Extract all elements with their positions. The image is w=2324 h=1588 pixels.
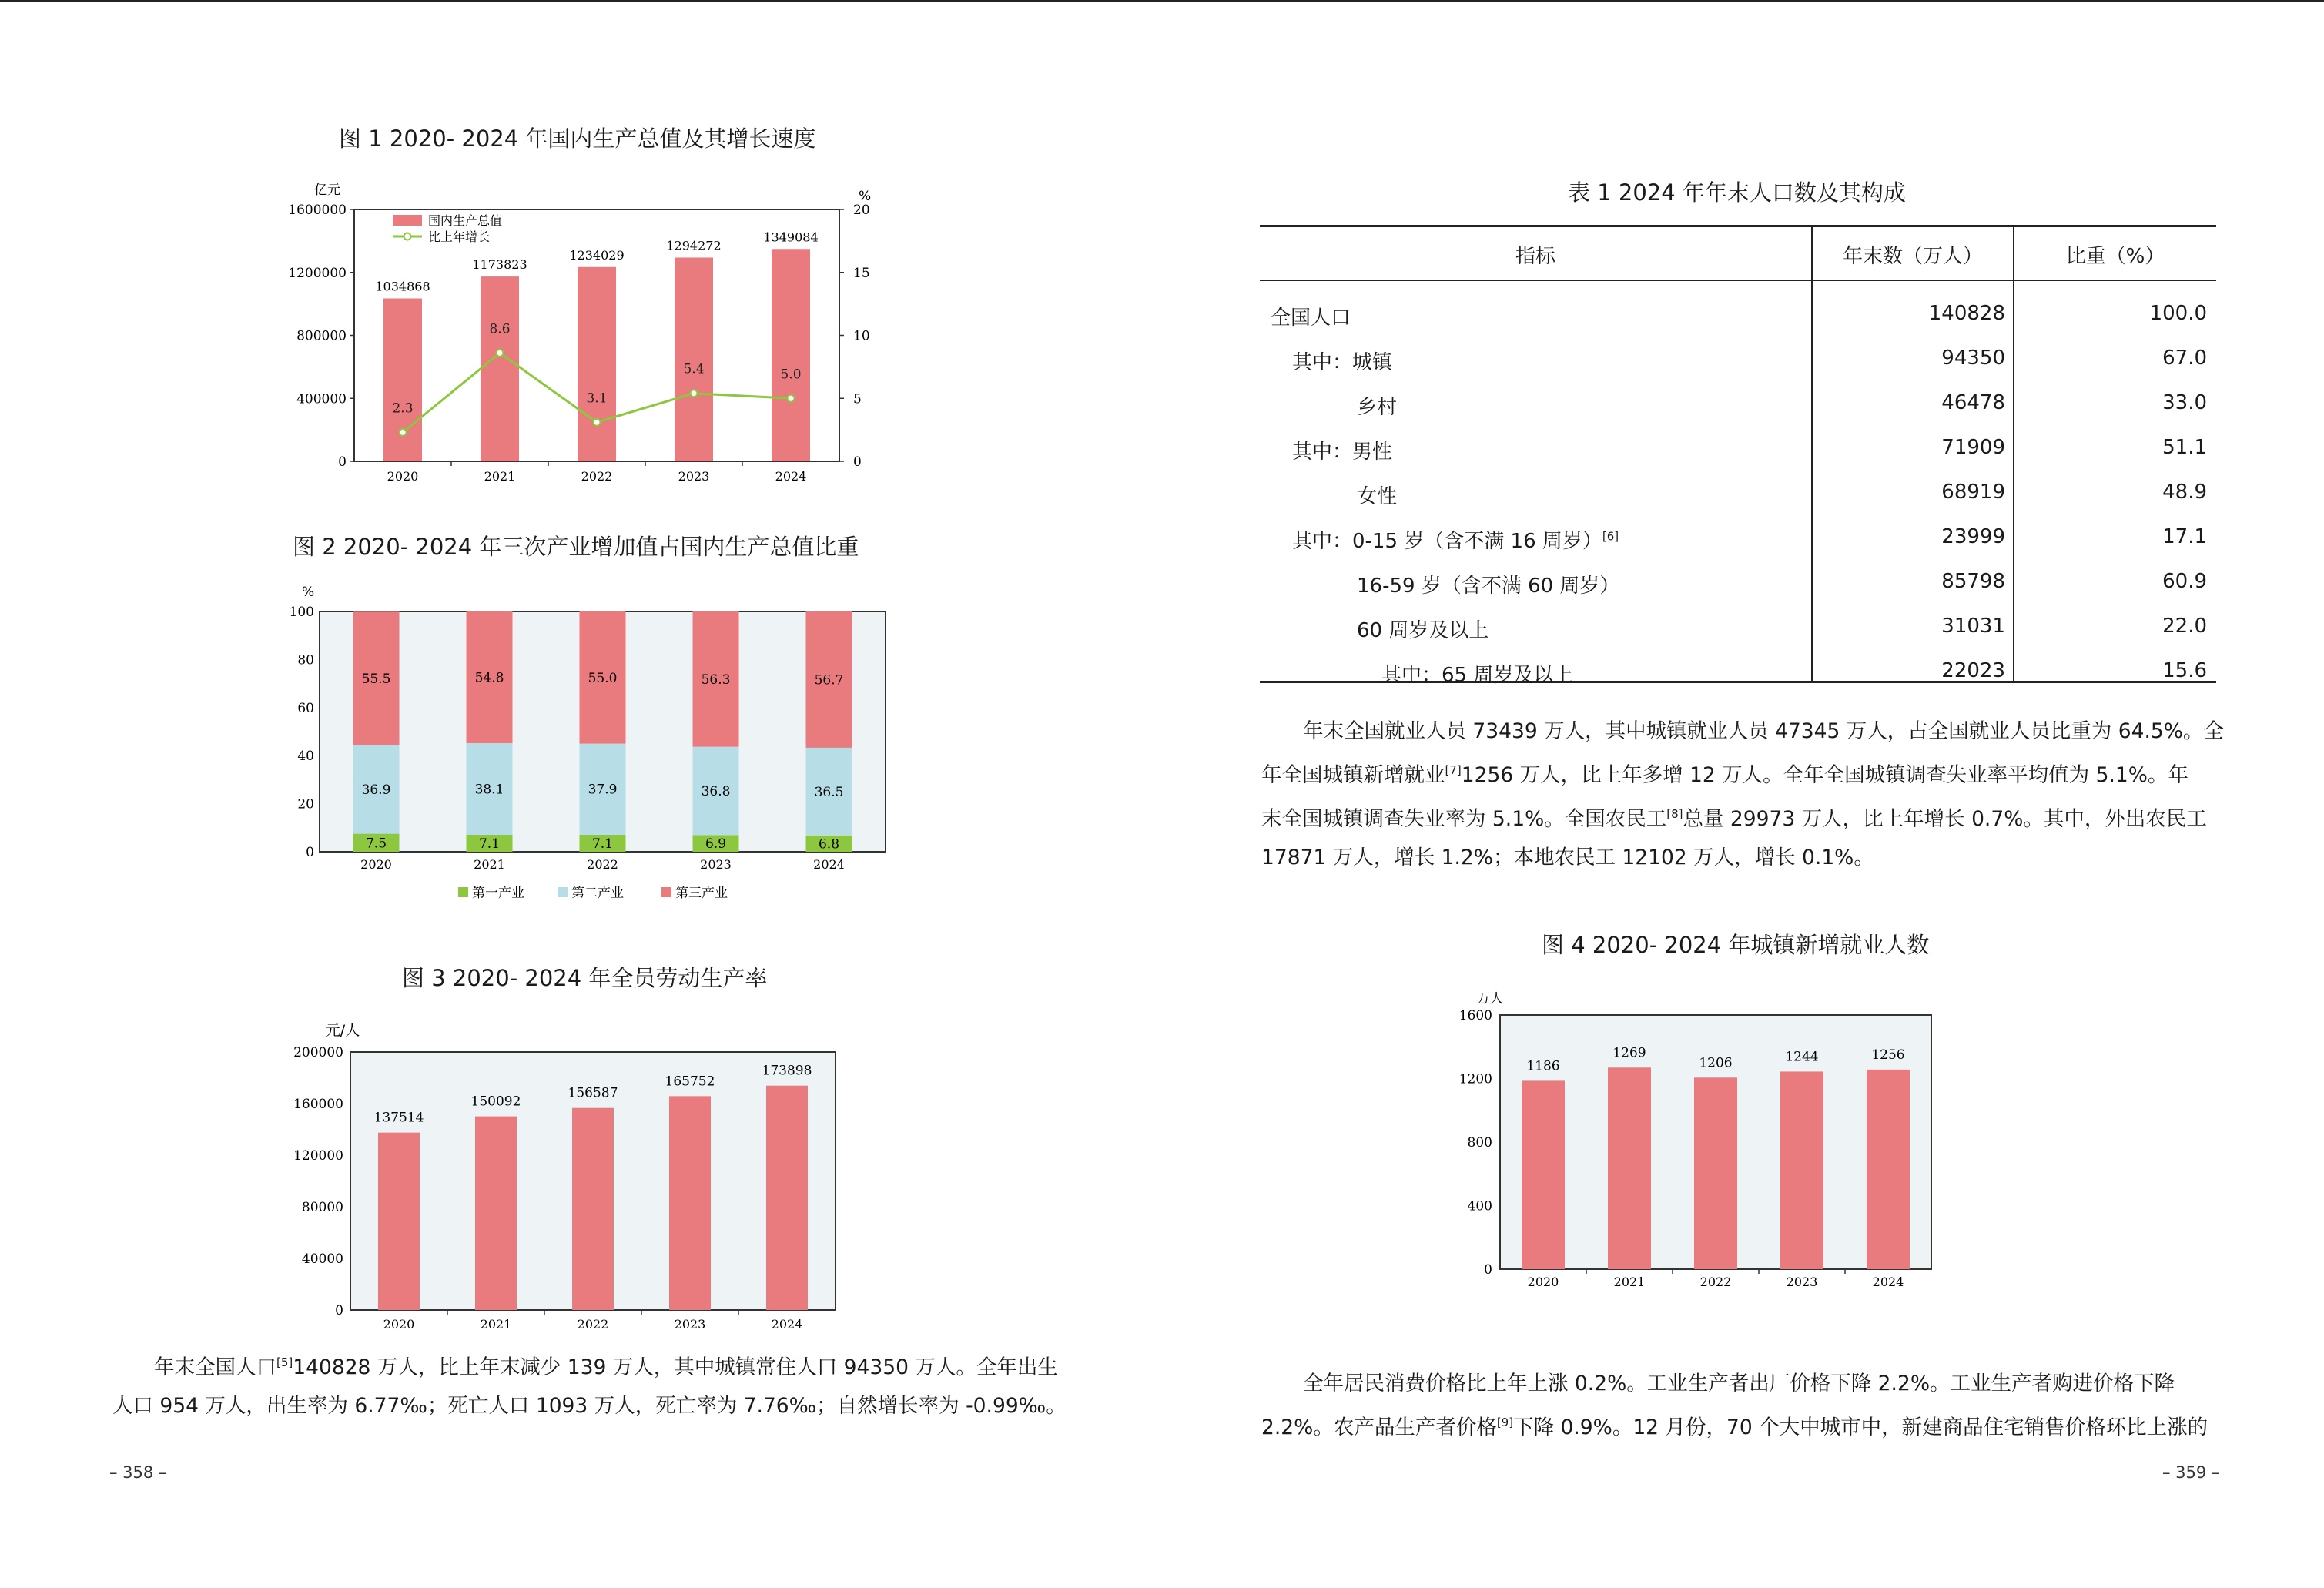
fig1-growth-point [788, 395, 795, 402]
fig2-secondary-label: 36.8 [701, 784, 731, 800]
fig3-tick-label: 0 [335, 1303, 343, 1318]
fig4-tick-label: 1600 [1458, 1008, 1492, 1023]
fig1-gdp-bar [772, 249, 810, 461]
fig4-bar [1608, 1067, 1651, 1269]
fig4-title: 图 4 2020- 2024 年城镇新增就业人数 [1542, 932, 1930, 958]
fig3-category-label: 2021 [480, 1317, 512, 1332]
table-header-indicator: 指标 [1515, 245, 1555, 268]
table-row [1260, 516, 2216, 561]
fig2-tick-label: 20 [297, 796, 314, 812]
fig1-growth-data-label: 5.0 [780, 367, 802, 383]
fig1-gdp-data-label: 1234029 [569, 247, 625, 263]
fig1-category-label: 2022 [581, 469, 613, 484]
fig1-right-tick-label: 10 [853, 328, 870, 344]
fig1-growth-point [497, 350, 504, 357]
fig4-category-label: 2021 [1613, 1275, 1646, 1289]
table-row [1260, 293, 2216, 337]
fig2-tertiary-label: 56.3 [701, 672, 731, 688]
table-cell-value: 68919 [1941, 481, 2005, 504]
fig1-gdp-bar [675, 257, 713, 461]
table-cell-value: 22023 [1941, 659, 2005, 682]
table-row [1260, 337, 2216, 382]
fig4-category-label: 2024 [1872, 1275, 1904, 1289]
fig3-tick-label: 120000 [293, 1148, 343, 1164]
table-cell-value: 85798 [1941, 570, 2005, 593]
table-cell-share: 33.0 [2162, 391, 2207, 414]
table-cell-share: 67.0 [2162, 347, 2207, 370]
fig3-unit: 元/人 [325, 1022, 360, 1039]
fig2-unit: % [302, 585, 315, 600]
left-paragraph [112, 1343, 1067, 1426]
right-paragraph-1 [1261, 712, 2224, 877]
fig4-tick-label: 800 [1467, 1135, 1492, 1151]
fig1-gdp-data-label: 1173823 [472, 257, 527, 273]
fig2-legend-label: 第一产业 [472, 886, 524, 901]
fig4-data-label: 1269 [1612, 1045, 1646, 1061]
fig1-right-tick-label: 5 [853, 391, 862, 407]
fig1-gdp-bar [383, 298, 422, 461]
fig3-category-label: 2020 [383, 1317, 415, 1332]
fig4-category-label: 2022 [1699, 1275, 1732, 1289]
table-cell-share: 60.9 [2162, 570, 2207, 593]
table-cell-indicator [1357, 391, 1397, 420]
fig2-primary-label: 7.1 [591, 836, 614, 852]
fig3-title: 图 3 2020- 2024 年全员劳动生产率 [402, 965, 768, 991]
top-border [0, 0, 2324, 2]
table-cell-indicator [1271, 302, 1351, 330]
left-para-l1a: 年末全国人口 [154, 1355, 276, 1379]
fig2-tick-label: 80 [297, 652, 314, 668]
fig2-tertiary-label: 55.0 [588, 670, 618, 686]
table-cell-share: 100.0 [2149, 302, 2207, 325]
fig1-growth-data-label: 5.4 [683, 361, 705, 377]
fig2-tick-label: 40 [297, 749, 314, 765]
table-cell-value: 46478 [1941, 391, 2005, 414]
fig2-tertiary-label: 54.8 [474, 670, 504, 686]
right-para1-l1: 年末全国就业人员 73439 万人，其中城镇就业人员 47345 万人，占全国就业人员比重为 64.5%。全 [1303, 719, 2224, 743]
table-cell-indicator [1292, 525, 1619, 554]
left-para-l1b: 140828 万人，比上年末减少 139 万人，其中城镇常住人口 94350 万人。全年出生 [293, 1355, 1058, 1379]
table-cell-value: 23999 [1941, 525, 2005, 548]
table-row [1260, 605, 2216, 650]
table-row-label: 全国人口 [1271, 307, 1351, 330]
fig3-tick-label: 80000 [301, 1200, 343, 1215]
table-row [1260, 427, 2216, 471]
fig2-legend-swatch [458, 887, 468, 897]
right-para1-l3b: 总量 29973 万人，比上年增长 0.7%。其中，外出农民工 [1683, 806, 2207, 831]
table-cell-share: 22.0 [2162, 615, 2207, 638]
table-row-label: 女性 [1357, 485, 1398, 508]
right-para1-l3a: 末全国城镇调查失业率为 5.1%。全国农民工 [1261, 806, 1667, 831]
fig1-left-tick-label: 0 [338, 454, 347, 470]
fig3-chart [277, 1017, 893, 1340]
fig3-bar [475, 1117, 517, 1310]
fig1-title: 图 1 2020- 2024 年国内生产总值及其增长速度 [339, 126, 816, 152]
fig4-bar [1522, 1080, 1565, 1269]
fig3-bar [669, 1096, 711, 1310]
fig1-left-tick-label: 1600000 [288, 203, 347, 218]
table-title: 表 1 2024 年年末人口数及其构成 [1568, 179, 1906, 206]
right-para1-l4: 17871 万人，增长 1.2%；本地农民工 12102 万人，增长 0.1%。 [1261, 845, 1874, 869]
fig1-category-label: 2020 [387, 469, 419, 484]
table-row-label: 16-59 岁（含不满 60 周岁） [1357, 575, 1620, 598]
fig2-secondary-label: 37.9 [588, 782, 618, 798]
fig1-gdp-data-label: 1034868 [375, 279, 430, 294]
table-row [1260, 650, 2216, 695]
fig2-secondary-label: 36.9 [361, 782, 391, 799]
fig1-left-tick-label: 800000 [296, 328, 347, 344]
fig4-data-label: 1256 [1871, 1047, 1905, 1063]
footnote-ref-6[interactable]: [6] [1602, 529, 1619, 544]
footnote-ref-9[interactable]: [9] [1496, 1415, 1514, 1429]
table-cell-value: 140828 [1928, 302, 2005, 325]
fig1-growth-point [594, 419, 601, 426]
table-row-label: 60 周岁及以上 [1357, 619, 1489, 642]
fig2-title: 图 2 2020- 2024 年三次产业增加值占国内生产总值比重 [293, 534, 859, 560]
fig3-tick-label: 40000 [301, 1251, 343, 1267]
table-cell-share: 51.1 [2162, 436, 2207, 459]
fig2-secondary-label: 38.1 [474, 782, 504, 798]
table-row [1260, 382, 2216, 427]
right-para2-l2a: 2.2%。农产品生产者价格 [1261, 1415, 1497, 1439]
fig3-bar [766, 1086, 808, 1310]
fig1-legend-bar-swatch [393, 215, 422, 226]
fig3-tick-label: 200000 [293, 1045, 343, 1060]
table-row-label: 其中：0-15 岁（含不满 16 周岁） [1292, 530, 1602, 553]
footnote-ref-7[interactable]: [7] [1445, 763, 1462, 777]
table-row-label: 乡村 [1357, 396, 1398, 419]
fig2-primary-label: 7.1 [478, 836, 501, 852]
fig1-category-label: 2021 [484, 469, 516, 484]
fig3-data-label: 137514 [373, 1110, 424, 1126]
table-cell-share: 15.6 [2162, 659, 2207, 682]
fig4-bar [1867, 1070, 1910, 1269]
fig1-legend-line-label: 比上年增长 [428, 229, 491, 244]
fig2-secondary-label: 36.5 [814, 784, 844, 800]
fig3-category-label: 2022 [577, 1317, 609, 1332]
right-paragraph-2 [1261, 1365, 2216, 1447]
fig3-bar [378, 1133, 420, 1310]
footnote-ref-8[interactable]: [8] [1666, 806, 1683, 821]
table-cell-value: 71909 [1941, 436, 2005, 459]
fig4-data-label: 1244 [1785, 1049, 1819, 1065]
fig1-legend-bar-label: 国内生产总值 [428, 213, 503, 228]
fig3-data-label: 173898 [762, 1063, 812, 1079]
fig2-tick-label: 100 [289, 605, 314, 620]
right-page-number: – 359 – [2162, 1463, 2220, 1482]
fig2-tertiary-label: 56.7 [814, 672, 844, 688]
fig1-legend-line-marker [404, 233, 411, 240]
fig4-bar [1780, 1071, 1823, 1269]
right-para2-l2b: 下降 0.9%。12 月份，70 个大中城市中，新建商品住宅销售价格环比上涨的 [1513, 1415, 2208, 1439]
fig4-category-label: 2020 [1527, 1275, 1559, 1289]
fig1-left-tick-label: 400000 [296, 391, 347, 407]
table-cell-indicator [1357, 570, 1619, 598]
fig4-tick-label: 1200 [1458, 1071, 1492, 1087]
right-para1-l2b: 1256 万人，比上年多增 12 万人。全年全国城镇调查失业率平均值为 5.1%。年 [1461, 762, 2188, 787]
fig4-bar [1694, 1077, 1737, 1269]
fig2-category-label: 2023 [700, 857, 732, 872]
table-cell-indicator [1381, 659, 1573, 688]
fig2-primary-label: 7.5 [365, 836, 387, 852]
table-row-label: 其中：65 周岁及以上 [1381, 664, 1574, 687]
fig1-right-tick-label: 0 [853, 454, 862, 470]
fig3-data-label: 165752 [665, 1074, 715, 1090]
fig1-right-unit: % [859, 189, 872, 204]
table-cell-value: 31031 [1941, 615, 2005, 638]
right-para1-l2a: 年全国城镇新增就业 [1261, 762, 1445, 787]
fig4-unit: 万人 [1477, 991, 1503, 1007]
table-row [1260, 471, 2216, 516]
fig4-tick-label: 0 [1484, 1262, 1492, 1278]
fig3-tick-label: 160000 [293, 1097, 343, 1112]
fig1-left-unit: 亿元 [314, 183, 340, 198]
fig3-category-label: 2023 [674, 1317, 706, 1332]
fig1-growth-point [691, 390, 698, 397]
fig2-legend-swatch [661, 887, 671, 897]
fig1-growth-data-label: 2.3 [392, 400, 414, 417]
fig2-category-label: 2020 [360, 857, 392, 872]
table-cell-indicator [1292, 347, 1392, 375]
fig4-chart [1448, 986, 2033, 1302]
fig3-data-label: 150092 [470, 1094, 521, 1110]
fig1-gdp-data-label: 1294272 [666, 238, 722, 253]
table-header-share: 比重（%） [2065, 245, 2165, 268]
fig1-left-tick-label: 1200000 [288, 265, 347, 281]
fig1-right-tick-label: 20 [853, 203, 870, 218]
fig1-chart [285, 177, 893, 493]
fig2-primary-label: 6.9 [705, 836, 727, 853]
table-cell-indicator [1292, 436, 1392, 464]
table-top-rule [1260, 225, 2216, 227]
table-header-rule [1260, 280, 2216, 281]
table-row-label: 其中：城镇 [1292, 351, 1393, 374]
fig3-bar [572, 1108, 614, 1310]
fig2-tick-label: 60 [297, 700, 314, 716]
fig2-tick-label: 0 [306, 845, 314, 860]
fig2-chart [277, 579, 893, 910]
fig3-category-label: 2024 [771, 1317, 803, 1332]
fig2-legend-swatch [558, 887, 568, 897]
fig4-data-label: 1206 [1699, 1055, 1733, 1071]
left-para-l2: 人口 954 万人，出生率为 6.77‰；死亡人口 1093 万人，死亡率为 7.76‰；自然增长率为 -0.99‰。 [112, 1393, 1067, 1418]
table-header-value: 年末数（万人） [1842, 245, 1983, 268]
table-cell-indicator [1357, 615, 1488, 643]
table-cell-value: 94350 [1941, 347, 2005, 370]
table-cell-share: 48.9 [2162, 481, 2207, 504]
fig2-primary-label: 6.8 [818, 836, 840, 853]
fig1-growth-data-label: 3.1 [586, 390, 608, 407]
fig2-category-label: 2022 [587, 857, 618, 872]
table-cell-share: 17.1 [2162, 525, 2207, 548]
fig2-legend-label: 第二产业 [571, 886, 624, 901]
fig1-gdp-data-label: 1349084 [763, 229, 819, 245]
left-page-number: – 358 – [109, 1463, 167, 1482]
table-row-label: 其中：男性 [1292, 441, 1393, 464]
fig2-tertiary-label: 55.5 [361, 671, 391, 687]
fig2-legend-label: 第三产业 [675, 886, 728, 901]
fig2-category-label: 2021 [474, 857, 505, 872]
footnote-ref-5[interactable]: [5] [276, 1355, 293, 1369]
table-cell-indicator [1357, 481, 1397, 509]
fig1-right-tick-label: 15 [853, 265, 870, 281]
fig4-tick-label: 400 [1467, 1198, 1492, 1214]
fig1-growth-point [400, 429, 407, 436]
fig2-category-label: 2024 [813, 857, 845, 872]
table-row [1260, 561, 2216, 605]
fig1-category-label: 2023 [678, 469, 710, 484]
right-para2-l1: 全年居民消费价格比上年上涨 0.2%。工业生产者出厂价格下降 2.2%。工业生产者购进价格下降 [1303, 1372, 2175, 1395]
fig1-gdp-bar [481, 276, 519, 461]
fig1-growth-data-label: 8.6 [489, 321, 511, 337]
fig3-data-label: 156587 [568, 1085, 618, 1101]
fig4-category-label: 2023 [1786, 1275, 1818, 1289]
fig1-gdp-bar [578, 267, 616, 461]
fig1-category-label: 2024 [775, 469, 807, 484]
fig4-data-label: 1186 [1526, 1058, 1560, 1074]
